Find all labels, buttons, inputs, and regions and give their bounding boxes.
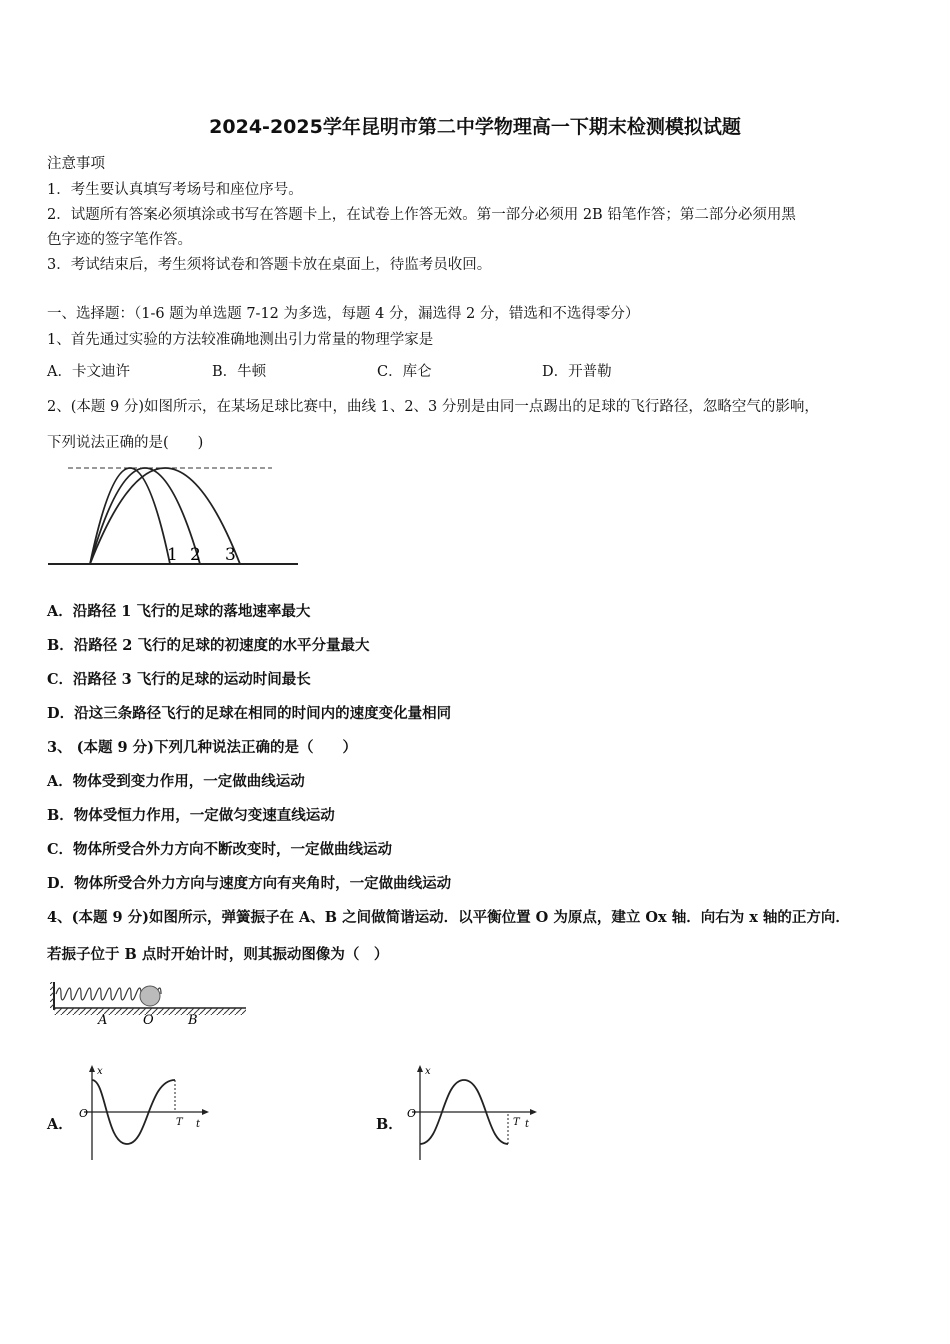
period-label: T [176,1117,183,1128]
notice-heading: 注意事项 [47,156,105,172]
question-3-option-d: D．物体所受合外力方向与速度方向有夹角时，一定做曲线运动 [47,875,452,892]
question-3-option-a: A．物体受到变力作用，一定做曲线运动 [47,773,305,790]
football-trajectory-figure [40,458,305,573]
x-axis-arrow-icon [89,1065,95,1072]
notice-item: 1．考生要认真填写考场号和座位序号。 [47,182,303,198]
spring-oscillator-figure [50,978,250,1030]
notice-item: 2．试题所有答案必须填涂或书写在答题卡上，在试卷上作答无效。第一部分必须用 2B 铅笔作答；第二部分必须用黑 [47,207,796,223]
question-3-stem: 3、 (本题 9 分)下列几种说法正确的是（ ） [47,739,358,756]
graph-b [400,1062,545,1162]
notice-item: 色字迹的签字笔作答。 [47,232,192,248]
point-a-label: A [98,1013,108,1028]
question-2-option-a: A．沿路径 1 飞行的足球的落地速率最大 [47,603,311,620]
question-3-option-b: B．物体受恒力作用，一定做匀变速直线运动 [47,807,335,824]
wall-hatch [50,982,54,1010]
question-1-options [47,360,747,380]
trajectory-3 [90,468,240,564]
section-heading: 一、选择题：（1-6 题为单选题 7-12 为多选，每题 4 分，漏选得 2 分，错选和不选得零分） [47,306,640,322]
point-o-label: O [143,1013,154,1028]
page-title: 2024-2025学年昆明市第二中学物理高一下期末检测模拟试题 [209,116,741,138]
question-2-stem: 2、(本题 9 分)如图所示，在某场足球比赛中，曲线 1、2、3 分别是由同一点踢出的足球的飞行路径，忽略空气的影响， [47,399,819,415]
question-2-option-b: B．沿路径 2 飞行的足球的初速度的水平分量最大 [47,637,370,654]
graph-a [72,1062,217,1162]
oscillator-ball [140,986,160,1006]
option-a: A．卡文迪许 [47,364,130,380]
notice-item: 3．考试结束后，考生须将试卷和答题卡放在桌面上，待监考员收回。 [47,257,492,273]
x-axis-arrow-icon [417,1065,423,1072]
label-2: 2 [190,545,201,565]
question-2-option-d: D．沿这三条路径飞行的足球在相同的时间内的速度变化量相同 [47,705,452,722]
origin-label: O [79,1107,89,1120]
question-3-option-c: C．物体所受合外力方向不断改变时，一定做曲线运动 [47,841,393,858]
trajectory-1 [90,468,170,564]
x-axis-label: x [97,1066,103,1077]
t-axis-arrow-icon [202,1109,209,1115]
origin-label: O [407,1107,417,1120]
question-4-stem-cont: 若振子位于 B 点时开始计时，则其振动图像为（ ） [47,946,389,963]
question-4-stem: 4、(本题 9 分)如图所示，弹簧振子在 A、B 之间做简谐运动．以平衡位置 O 为原点，建立 Ox 轴．向右为 x 轴的正方向． [47,909,850,926]
label-3: 3 [225,545,236,565]
question-1-stem: 1、首先通过实验的方法较准确地测出引力常量的物理学家是 [47,332,434,348]
option-d: D．开普勒 [542,364,612,380]
t-axis-label: t [525,1119,530,1130]
graph-a-label: A． [47,1116,73,1133]
t-axis-arrow-icon [530,1109,537,1115]
question-2-option-c: C．沿路径 3 飞行的足球的运动时间最长 [47,671,311,688]
point-b-label: B [188,1013,198,1028]
option-c: C．库仑 [377,364,432,380]
t-axis-label: t [196,1119,201,1130]
period-label: T [513,1117,520,1128]
question-2-stem-cont: 下列说法正确的是( ) [47,435,204,451]
label-1: 1 [167,545,178,565]
option-b: B．牛顿 [212,364,267,380]
graph-b-label: B． [376,1116,403,1133]
x-axis-label: x [425,1066,431,1077]
